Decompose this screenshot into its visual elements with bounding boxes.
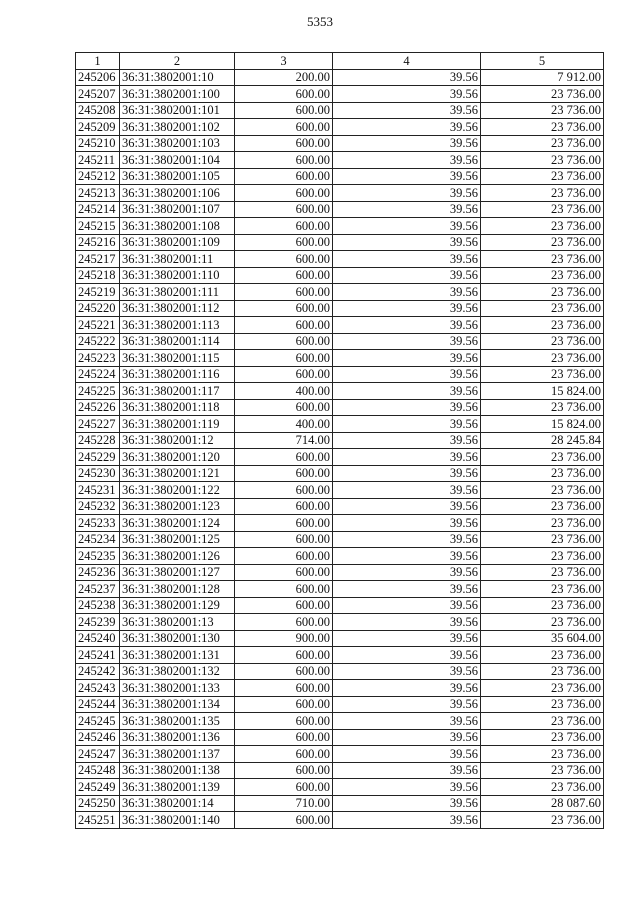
- rate-cell: 39.56: [333, 267, 481, 284]
- table-row: [76, 432, 604, 449]
- data-table: [75, 52, 604, 829]
- table-row: [76, 201, 604, 218]
- rate-cell: 39.56: [333, 366, 481, 383]
- amount-cell: 23 736.00: [481, 762, 604, 779]
- rate-cell: 39.56: [333, 300, 481, 317]
- area-cell: 600.00: [235, 647, 333, 664]
- area-cell: 600.00: [235, 86, 333, 103]
- area-cell: 600.00: [235, 284, 333, 301]
- row-number-cell: 245250: [76, 795, 120, 812]
- row-number-cell: 245238: [76, 597, 120, 614]
- amount-cell: 23 736.00: [481, 729, 604, 746]
- table-header-row: [76, 53, 604, 70]
- area-cell: 600.00: [235, 663, 333, 680]
- table-row: [76, 366, 604, 383]
- cadastral-number-cell: 36:31:3802001:109: [120, 234, 235, 251]
- area-cell: 600.00: [235, 498, 333, 515]
- table-row: [76, 746, 604, 763]
- amount-cell: 7 912.00: [481, 69, 604, 86]
- table-row: [76, 383, 604, 400]
- row-number-cell: 245209: [76, 119, 120, 136]
- area-cell: 600.00: [235, 614, 333, 631]
- table-row: [76, 482, 604, 499]
- cadastral-number-cell: 36:31:3802001:12: [120, 432, 235, 449]
- rate-cell: 39.56: [333, 201, 481, 218]
- area-cell: 600.00: [235, 185, 333, 202]
- amount-cell: 23 736.00: [481, 251, 604, 268]
- rate-cell: 39.56: [333, 696, 481, 713]
- area-cell: 600.00: [235, 465, 333, 482]
- rate-cell: 39.56: [333, 581, 481, 598]
- table-row: [76, 564, 604, 581]
- rate-cell: 39.56: [333, 795, 481, 812]
- row-number-cell: 245230: [76, 465, 120, 482]
- amount-cell: 23 736.00: [481, 614, 604, 631]
- cadastral-number-cell: 36:31:3802001:120: [120, 449, 235, 466]
- area-cell: 600.00: [235, 251, 333, 268]
- area-cell: 600.00: [235, 680, 333, 697]
- area-cell: 714.00: [235, 432, 333, 449]
- column-header-3: 3: [235, 53, 333, 70]
- row-number-cell: 245214: [76, 201, 120, 218]
- rate-cell: 39.56: [333, 432, 481, 449]
- table-row: [76, 581, 604, 598]
- rate-cell: 39.56: [333, 812, 481, 829]
- amount-cell: 23 736.00: [481, 663, 604, 680]
- row-number-cell: 245235: [76, 548, 120, 565]
- row-number-cell: 245221: [76, 317, 120, 334]
- table-row: [76, 465, 604, 482]
- rate-cell: 39.56: [333, 482, 481, 499]
- cadastral-number-cell: 36:31:3802001:115: [120, 350, 235, 367]
- amount-cell: 23 736.00: [481, 713, 604, 730]
- area-cell: 600.00: [235, 762, 333, 779]
- rate-cell: 39.56: [333, 663, 481, 680]
- amount-cell: 23 736.00: [481, 234, 604, 251]
- row-number-cell: 245247: [76, 746, 120, 763]
- cadastral-number-cell: 36:31:3802001:117: [120, 383, 235, 400]
- area-cell: 600.00: [235, 779, 333, 796]
- row-number-cell: 245206: [76, 69, 120, 86]
- rate-cell: 39.56: [333, 350, 481, 367]
- table-row: [76, 647, 604, 664]
- cadastral-number-cell: 36:31:3802001:128: [120, 581, 235, 598]
- amount-cell: 23 736.00: [481, 680, 604, 697]
- cadastral-number-cell: 36:31:3802001:129: [120, 597, 235, 614]
- amount-cell: 23 736.00: [481, 531, 604, 548]
- cadastral-number-cell: 36:31:3802001:126: [120, 548, 235, 565]
- row-number-cell: 245219: [76, 284, 120, 301]
- page-number: 5353: [307, 14, 333, 29]
- cadastral-number-cell: 36:31:3802001:135: [120, 713, 235, 730]
- amount-cell: 23 736.00: [481, 746, 604, 763]
- table-row: [76, 449, 604, 466]
- table-row: [76, 119, 604, 136]
- rate-cell: 39.56: [333, 399, 481, 416]
- rate-cell: 39.56: [333, 597, 481, 614]
- area-cell: 600.00: [235, 597, 333, 614]
- area-cell: 200.00: [235, 69, 333, 86]
- rate-cell: 39.56: [333, 498, 481, 515]
- cadastral-number-cell: 36:31:3802001:140: [120, 812, 235, 829]
- area-cell: 600.00: [235, 729, 333, 746]
- amount-cell: 23 736.00: [481, 482, 604, 499]
- area-cell: 600.00: [235, 746, 333, 763]
- amount-cell: 23 736.00: [481, 86, 604, 103]
- amount-cell: 35 604.00: [481, 630, 604, 647]
- cadastral-number-cell: 36:31:3802001:118: [120, 399, 235, 416]
- rate-cell: 39.56: [333, 762, 481, 779]
- amount-cell: 28 087.60: [481, 795, 604, 812]
- rate-cell: 39.56: [333, 779, 481, 796]
- cadastral-number-cell: 36:31:3802001:106: [120, 185, 235, 202]
- cadastral-number-cell: 36:31:3802001:101: [120, 102, 235, 119]
- amount-cell: 23 736.00: [481, 779, 604, 796]
- table-row: [76, 317, 604, 334]
- table-row: [76, 630, 604, 647]
- table-row: [76, 531, 604, 548]
- cadastral-number-cell: 36:31:3802001:127: [120, 564, 235, 581]
- row-number-cell: 245239: [76, 614, 120, 631]
- rate-cell: 39.56: [333, 564, 481, 581]
- area-cell: 600.00: [235, 515, 333, 532]
- cadastral-number-cell: 36:31:3802001:116: [120, 366, 235, 383]
- rate-cell: 39.56: [333, 416, 481, 433]
- rate-cell: 39.56: [333, 680, 481, 697]
- rate-cell: 39.56: [333, 168, 481, 185]
- row-number-cell: 245233: [76, 515, 120, 532]
- row-number-cell: 245246: [76, 729, 120, 746]
- area-cell: 600.00: [235, 531, 333, 548]
- area-cell: 600.00: [235, 317, 333, 334]
- table-row: [76, 498, 604, 515]
- area-cell: 600.00: [235, 350, 333, 367]
- amount-cell: 23 736.00: [481, 218, 604, 235]
- cadastral-number-cell: 36:31:3802001:131: [120, 647, 235, 664]
- cadastral-number-cell: 36:31:3802001:112: [120, 300, 235, 317]
- area-cell: 600.00: [235, 267, 333, 284]
- table-row: [76, 350, 604, 367]
- rate-cell: 39.56: [333, 449, 481, 466]
- row-number-cell: 245212: [76, 168, 120, 185]
- row-number-cell: 245231: [76, 482, 120, 499]
- table-row: [76, 234, 604, 251]
- rate-cell: 39.56: [333, 185, 481, 202]
- cadastral-number-cell: 36:31:3802001:114: [120, 333, 235, 350]
- row-number-cell: 245237: [76, 581, 120, 598]
- cadastral-number-cell: 36:31:3802001:123: [120, 498, 235, 515]
- row-number-cell: 245245: [76, 713, 120, 730]
- row-number-cell: 245222: [76, 333, 120, 350]
- cadastral-number-cell: 36:31:3802001:137: [120, 746, 235, 763]
- table-row: [76, 614, 604, 631]
- table-row: [76, 729, 604, 746]
- row-number-cell: 245215: [76, 218, 120, 235]
- area-cell: 600.00: [235, 548, 333, 565]
- column-header-1: 1: [76, 53, 120, 70]
- cadastral-number-cell: 36:31:3802001:132: [120, 663, 235, 680]
- row-number-cell: 245220: [76, 300, 120, 317]
- cadastral-number-cell: 36:31:3802001:13: [120, 614, 235, 631]
- table-row: [76, 812, 604, 829]
- amount-cell: 23 736.00: [481, 201, 604, 218]
- area-cell: 600.00: [235, 218, 333, 235]
- row-number-cell: 245228: [76, 432, 120, 449]
- row-number-cell: 245232: [76, 498, 120, 515]
- table-row: [76, 779, 604, 796]
- table-row: [76, 663, 604, 680]
- area-cell: 600.00: [235, 168, 333, 185]
- amount-cell: 23 736.00: [481, 399, 604, 416]
- table-row: [76, 135, 604, 152]
- amount-cell: 23 736.00: [481, 581, 604, 598]
- rate-cell: 39.56: [333, 102, 481, 119]
- row-number-cell: 245249: [76, 779, 120, 796]
- rate-cell: 39.56: [333, 251, 481, 268]
- amount-cell: 23 736.00: [481, 449, 604, 466]
- row-number-cell: 245224: [76, 366, 120, 383]
- row-number-cell: 245240: [76, 630, 120, 647]
- area-cell: 600.00: [235, 713, 333, 730]
- rate-cell: 39.56: [333, 614, 481, 631]
- cadastral-number-cell: 36:31:3802001:108: [120, 218, 235, 235]
- row-number-cell: 245207: [76, 86, 120, 103]
- rate-cell: 39.56: [333, 647, 481, 664]
- column-header-5: 5: [481, 53, 604, 70]
- table-row: [76, 185, 604, 202]
- cadastral-number-cell: 36:31:3802001:130: [120, 630, 235, 647]
- table-row: [76, 399, 604, 416]
- row-number-cell: 245216: [76, 234, 120, 251]
- rate-cell: 39.56: [333, 317, 481, 334]
- table-body: [76, 69, 604, 828]
- row-number-cell: 245248: [76, 762, 120, 779]
- row-number-cell: 245225: [76, 383, 120, 400]
- amount-cell: 23 736.00: [481, 366, 604, 383]
- table-row: [76, 713, 604, 730]
- rate-cell: 39.56: [333, 152, 481, 169]
- cadastral-number-cell: 36:31:3802001:107: [120, 201, 235, 218]
- amount-cell: 23 736.00: [481, 564, 604, 581]
- area-cell: 600.00: [235, 564, 333, 581]
- rate-cell: 39.56: [333, 86, 481, 103]
- table-row: [76, 152, 604, 169]
- amount-cell: 23 736.00: [481, 119, 604, 136]
- rate-cell: 39.56: [333, 515, 481, 532]
- area-cell: 600.00: [235, 399, 333, 416]
- column-header-2: 2: [120, 53, 235, 70]
- cadastral-number-cell: 36:31:3802001:11: [120, 251, 235, 268]
- cadastral-number-cell: 36:31:3802001:100: [120, 86, 235, 103]
- table-row: [76, 284, 604, 301]
- row-number-cell: 245234: [76, 531, 120, 548]
- rate-cell: 39.56: [333, 119, 481, 136]
- cadastral-number-cell: 36:31:3802001:102: [120, 119, 235, 136]
- rate-cell: 39.56: [333, 333, 481, 350]
- area-cell: 400.00: [235, 416, 333, 433]
- area-cell: 600.00: [235, 300, 333, 317]
- row-number-cell: 245251: [76, 812, 120, 829]
- table-row: [76, 251, 604, 268]
- cadastral-number-cell: 36:31:3802001:113: [120, 317, 235, 334]
- row-number-cell: 245241: [76, 647, 120, 664]
- rate-cell: 39.56: [333, 284, 481, 301]
- table-row: [76, 168, 604, 185]
- table-row: [76, 680, 604, 697]
- area-cell: 600.00: [235, 333, 333, 350]
- table-row: [76, 795, 604, 812]
- table-row: [76, 69, 604, 86]
- amount-cell: 23 736.00: [481, 350, 604, 367]
- rate-cell: 39.56: [333, 234, 481, 251]
- rate-cell: 39.56: [333, 531, 481, 548]
- amount-cell: 23 736.00: [481, 102, 604, 119]
- cadastral-number-cell: 36:31:3802001:139: [120, 779, 235, 796]
- rate-cell: 39.56: [333, 630, 481, 647]
- amount-cell: 23 736.00: [481, 812, 604, 829]
- row-number-cell: 245243: [76, 680, 120, 697]
- amount-cell: 15 824.00: [481, 416, 604, 433]
- area-cell: 600.00: [235, 581, 333, 598]
- row-number-cell: 245229: [76, 449, 120, 466]
- table-row: [76, 515, 604, 532]
- area-cell: 600.00: [235, 449, 333, 466]
- row-number-cell: 245223: [76, 350, 120, 367]
- amount-cell: 23 736.00: [481, 135, 604, 152]
- area-cell: 900.00: [235, 630, 333, 647]
- amount-cell: 23 736.00: [481, 317, 604, 334]
- row-number-cell: 245236: [76, 564, 120, 581]
- area-cell: 600.00: [235, 696, 333, 713]
- amount-cell: 23 736.00: [481, 333, 604, 350]
- cadastral-number-cell: 36:31:3802001:111: [120, 284, 235, 301]
- cadastral-number-cell: 36:31:3802001:124: [120, 515, 235, 532]
- amount-cell: 23 736.00: [481, 152, 604, 169]
- area-cell: 600.00: [235, 482, 333, 499]
- row-number-cell: 245227: [76, 416, 120, 433]
- cadastral-number-cell: 36:31:3802001:105: [120, 168, 235, 185]
- area-cell: 600.00: [235, 102, 333, 119]
- amount-cell: 23 736.00: [481, 597, 604, 614]
- area-cell: 600.00: [235, 201, 333, 218]
- row-number-cell: 245217: [76, 251, 120, 268]
- row-number-cell: 245210: [76, 135, 120, 152]
- row-number-cell: 245208: [76, 102, 120, 119]
- cadastral-number-cell: 36:31:3802001:121: [120, 465, 235, 482]
- amount-cell: 23 736.00: [481, 515, 604, 532]
- cadastral-number-cell: 36:31:3802001:138: [120, 762, 235, 779]
- area-cell: 600.00: [235, 812, 333, 829]
- table-row: [76, 86, 604, 103]
- table-row: [76, 762, 604, 779]
- row-number-cell: 245213: [76, 185, 120, 202]
- row-number-cell: 245242: [76, 663, 120, 680]
- table-row: [76, 548, 604, 565]
- amount-cell: 15 824.00: [481, 383, 604, 400]
- table-row: [76, 416, 604, 433]
- table-row: [76, 300, 604, 317]
- amount-cell: 23 736.00: [481, 647, 604, 664]
- row-number-cell: 245244: [76, 696, 120, 713]
- row-number-cell: 245226: [76, 399, 120, 416]
- cadastral-number-cell: 36:31:3802001:133: [120, 680, 235, 697]
- area-cell: 710.00: [235, 795, 333, 812]
- cadastral-number-cell: 36:31:3802001:10: [120, 69, 235, 86]
- cadastral-number-cell: 36:31:3802001:122: [120, 482, 235, 499]
- amount-cell: 23 736.00: [481, 465, 604, 482]
- area-cell: 400.00: [235, 383, 333, 400]
- rate-cell: 39.56: [333, 729, 481, 746]
- rate-cell: 39.56: [333, 713, 481, 730]
- amount-cell: 23 736.00: [481, 267, 604, 284]
- cadastral-number-cell: 36:31:3802001:125: [120, 531, 235, 548]
- amount-cell: 23 736.00: [481, 548, 604, 565]
- rate-cell: 39.56: [333, 135, 481, 152]
- cadastral-number-cell: 36:31:3802001:134: [120, 696, 235, 713]
- cadastral-number-cell: 36:31:3802001:103: [120, 135, 235, 152]
- amount-cell: 28 245.84: [481, 432, 604, 449]
- cadastral-number-cell: 36:31:3802001:119: [120, 416, 235, 433]
- table-row: [76, 597, 604, 614]
- table-row: [76, 102, 604, 119]
- row-number-cell: 245218: [76, 267, 120, 284]
- rate-cell: 39.56: [333, 383, 481, 400]
- amount-cell: 23 736.00: [481, 284, 604, 301]
- amount-cell: 23 736.00: [481, 498, 604, 515]
- area-cell: 600.00: [235, 152, 333, 169]
- table-row: [76, 333, 604, 350]
- amount-cell: 23 736.00: [481, 168, 604, 185]
- table-row: [76, 267, 604, 284]
- cadastral-number-cell: 36:31:3802001:110: [120, 267, 235, 284]
- area-cell: 600.00: [235, 366, 333, 383]
- area-cell: 600.00: [235, 234, 333, 251]
- table-row: [76, 696, 604, 713]
- column-header-4: 4: [333, 53, 481, 70]
- rate-cell: 39.56: [333, 69, 481, 86]
- cadastral-number-cell: 36:31:3802001:104: [120, 152, 235, 169]
- area-cell: 600.00: [235, 119, 333, 136]
- rate-cell: 39.56: [333, 548, 481, 565]
- cadastral-number-cell: 36:31:3802001:136: [120, 729, 235, 746]
- amount-cell: 23 736.00: [481, 185, 604, 202]
- rate-cell: 39.56: [333, 465, 481, 482]
- area-cell: 600.00: [235, 135, 333, 152]
- table-row: [76, 218, 604, 235]
- rate-cell: 39.56: [333, 746, 481, 763]
- amount-cell: 23 736.00: [481, 696, 604, 713]
- cadastral-number-cell: 36:31:3802001:14: [120, 795, 235, 812]
- row-number-cell: 245211: [76, 152, 120, 169]
- rate-cell: 39.56: [333, 218, 481, 235]
- amount-cell: 23 736.00: [481, 300, 604, 317]
